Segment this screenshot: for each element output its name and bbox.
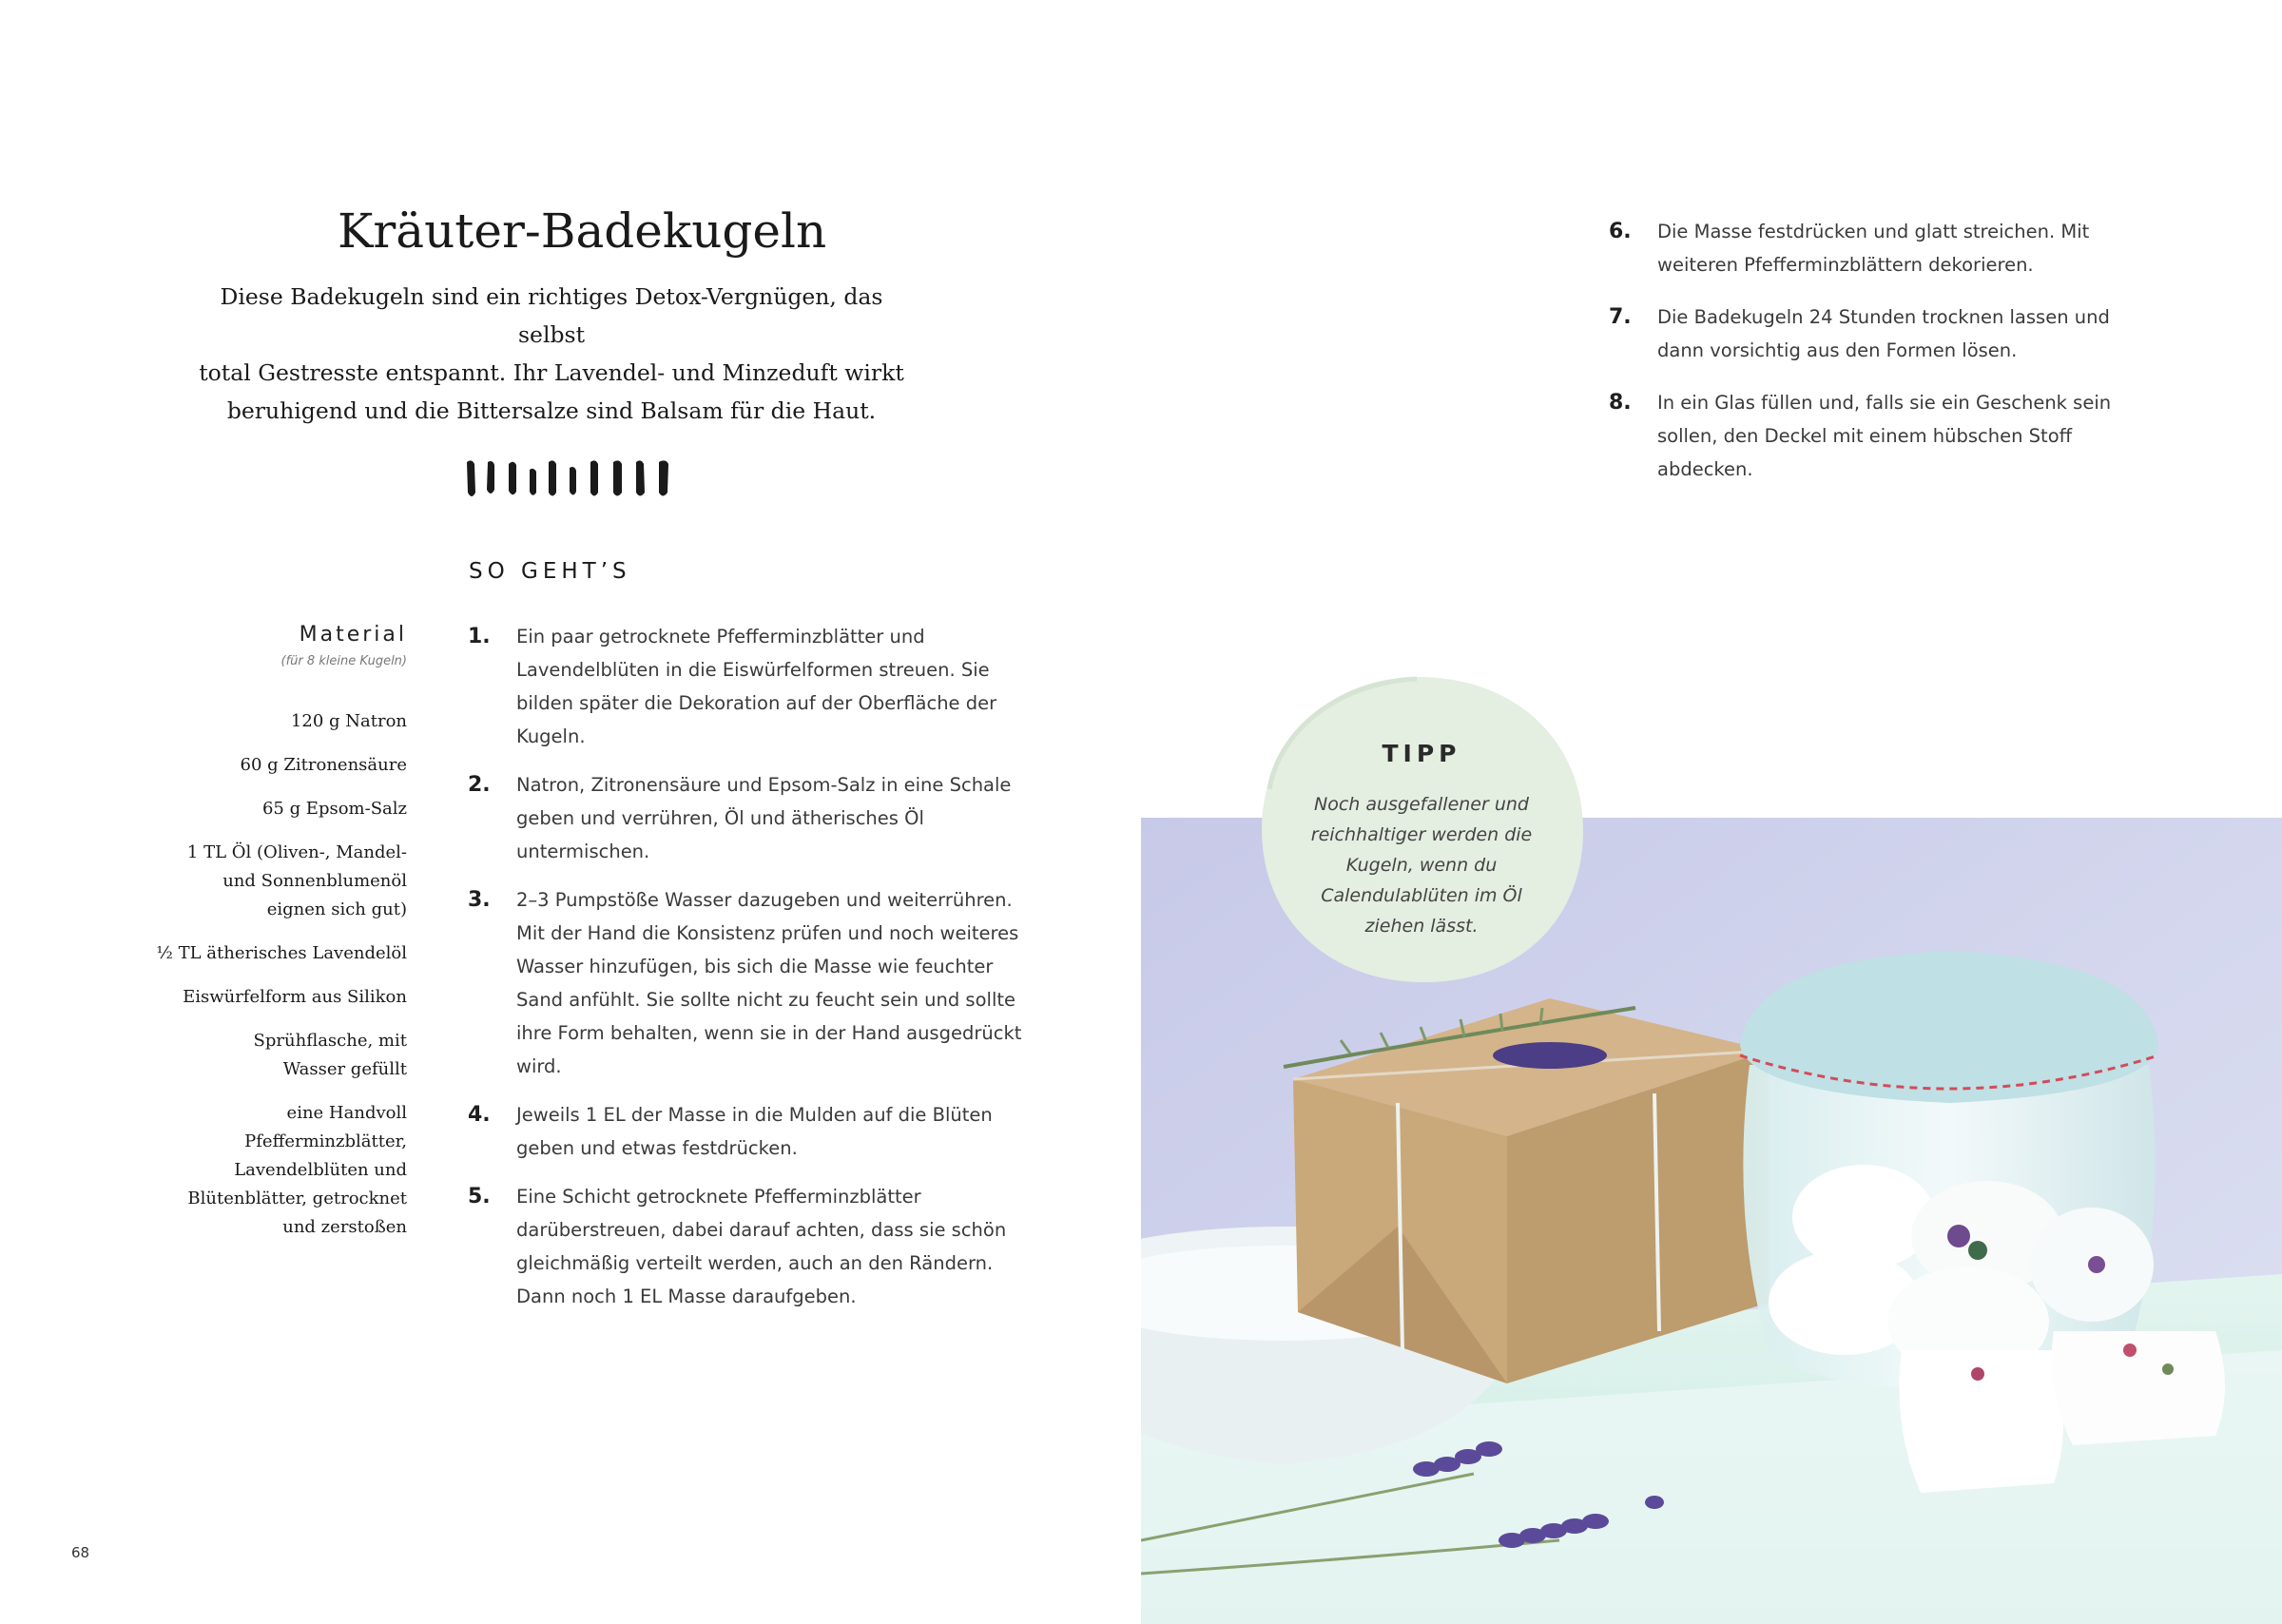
material-item: 120 g Natron [290, 711, 407, 731]
step-number: 2. [468, 773, 491, 797]
steps-list-right [1609, 215, 2151, 505]
step-item [468, 620, 1024, 753]
section-heading: SO GEHT’S [469, 559, 631, 584]
step-item [468, 1098, 1024, 1165]
material-item: 1 TL Öl (Oliven-, Mandel- und Sonnenblumenöl eignen sich gut) [186, 842, 407, 919]
step-item [1609, 386, 2151, 486]
step-text: Ein paar getrocknete Pfefferminzblätter und Lavendelblüten in die Eiswürfelformen streuen. Sie bilden später die Dekoration auf der Oberfläche der Kugeln. [516, 626, 997, 747]
step-text: Eine Schicht getrocknete Pfefferminzblätter darüberstreuen, dabei darauf achten, dass sie schön gleichmäßig verteilt werden, auch an den Rändern. Dann noch 1 EL Masse daraufgeben. [516, 1186, 1007, 1307]
step-text: Jeweils 1 EL der Masse in die Mulden auf die Blüten geben und etwas festdrücken. [516, 1104, 993, 1159]
step-number: 8. [1609, 391, 1632, 415]
tipp-text: Noch ausgefallener und reichhaltiger werden die Kugeln, wenn du Calendulablüten im Öl ziehen lässt. [1310, 794, 1533, 937]
page-number: 68 [71, 1544, 90, 1561]
step-text: Die Masse festdrücken und glatt streichen. Mit weiteren Pfefferminzblättern dekorieren. [1657, 221, 2090, 276]
step-number: 5. [468, 1185, 491, 1208]
brush-stroke-ornament-icon [461, 456, 680, 500]
step-text: In ein Glas füllen und, falls sie ein Geschenk sein sollen, den Deckel mit einem hübschen Stoff abdecken. [1657, 392, 2112, 480]
material-item: 60 g Zitronensäure [240, 755, 407, 775]
step-item [468, 768, 1024, 868]
step-item [468, 1180, 1024, 1313]
step-text: 2–3 Pumpstöße Wasser dazugeben und weiterrühren. Mit der Hand die Konsistenz prüfen und noch weiteres Wasser hinzufügen, bis sich die Masse wie feuchter Sand anfühlt. Sie sollte nicht zu feucht sein und sollte ihre Form behalten, wenn sie in der Hand ausgedrückt wird. [516, 889, 1022, 1077]
page-title: Kräuter-Badekugeln [338, 203, 827, 259]
material-item: ½ TL ätherisches Lavendelöl [156, 943, 407, 963]
step-item [1609, 300, 2151, 367]
material-item: Eiswürfelform aus Silikon [183, 987, 407, 1007]
step-item [468, 883, 1024, 1083]
steps-list-left [468, 620, 1024, 1328]
step-number: 1. [468, 625, 491, 648]
intro-line: Diese Badekugeln sind ein richtiges Detox-Vergnügen, das selbst [220, 283, 883, 348]
step-number: 6. [1609, 220, 1632, 243]
material-item: Sprühflasche, mit Wasser gefüllt [253, 1031, 407, 1079]
tipp-heading: TIPP [1382, 740, 1461, 767]
material-item: 65 g Epsom-Salz [261, 799, 407, 819]
step-item [1609, 215, 2151, 281]
step-text: Die Badekugeln 24 Stunden trocknen lassen und dann vorsichtig aus den Formen lösen. [1657, 306, 2110, 361]
material-list [143, 707, 407, 1257]
step-number: 3. [468, 888, 491, 912]
step-text: Natron, Zitronensäure und Epsom-Salz in eine Schale geben und verrühren, Öl und ätherisches Öl untermischen. [516, 774, 1012, 862]
intro-text [185, 278, 918, 430]
intro-line: beruhigend und die Bittersalze sind Balsam für die Haut. [226, 397, 877, 424]
step-number: 4. [468, 1103, 491, 1127]
material-item: eine Handvoll Pfefferminzblätter, Lavendelblüten und Blütenblätter, getrocknet und zerstoßen [187, 1103, 407, 1237]
intro-line: total Gestresste entspannt. Ihr Lavendel- und Minzeduft wirkt [199, 359, 904, 386]
material-subheading: (für 8 kleine Kugeln) [280, 654, 407, 668]
step-number: 7. [1609, 305, 1632, 329]
material-heading: Material [299, 623, 407, 647]
